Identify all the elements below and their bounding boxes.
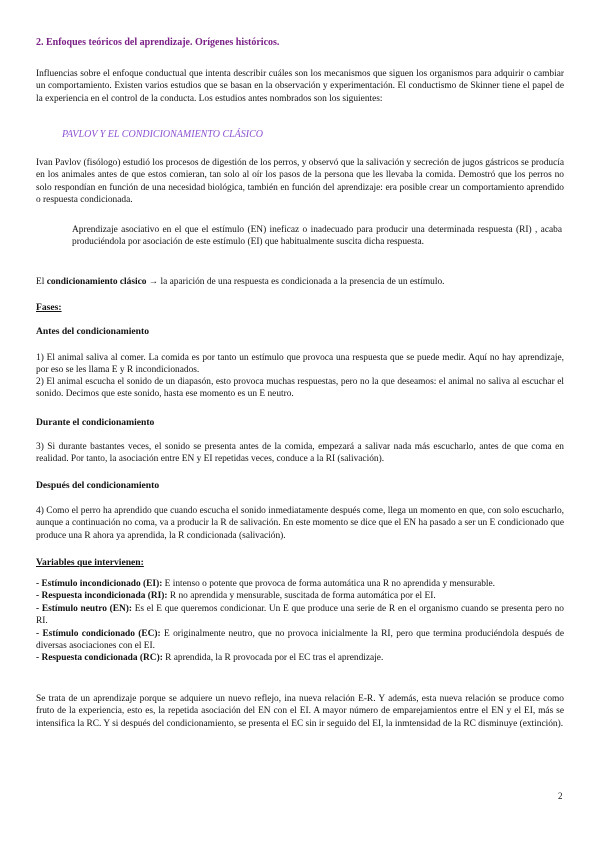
- definition-prefix: El: [36, 277, 47, 287]
- variable-en: [36, 603, 564, 628]
- durante-heading: Durante el condicionamiento: [36, 417, 155, 428]
- variable-term: - Estímulo incondicionado (EI):: [36, 579, 163, 589]
- variable-rc: [36, 652, 564, 664]
- despues-paragraph: 4) Como el perro ha aprendido que cuando escucha el sonido inmediatamente después come, llega un momento en que, con solo escucharlo, aunque a continuación no coma, va a producir la R de salivación. En este momento se dice que el EN ha pasado a ser un E condicionado que produce una R ahora ya aprendida, la R condicionada (salivación).: [36, 506, 564, 541]
- variable-ei: [36, 578, 564, 590]
- variable-ri: [36, 590, 564, 602]
- variable-term: - Respuesta condicionada (RC):: [36, 653, 163, 664]
- variable-term: - Estímulo neutro (EN):: [36, 603, 132, 614]
- durante-paragraph: 3) Si durante bastantes veces, el sonido se presenta antes de la comida, empezará a salivar nada más escucharlo, antes de que coma en realidad. Por tanto, la asociación entre EN y EI repetidas veces, conduce a la RI (salivación).: [36, 442, 564, 465]
- variable-text: R aprendida, la R provocada por el EC tras el aprendizaje.: [162, 653, 384, 664]
- antes-paragraph-1: 1) El animal saliva al comer. La comida es por tanto un estímulo que provoca una respuesta que se puede medir. Aquí no hay aprendizaje, por eso se les llama E y R incondicionados.: [36, 353, 564, 376]
- definition-text: → la aparición de una respuesta es condicionada a la presencia de un estímulo.: [146, 277, 445, 287]
- closing-paragraph: Se trata de un aprendizaje porque se adquiere un nuevo reflejo, ina nueva relación E-R. Y además, esta nueva relación se produce como fruto de la experiencia, esto es, la repetida asociación del EN con el EI. A mayor número de emparejamientos entre el EN y el EI, más se intensifica la RC. Y si después del condicionamiento, se presenta el EC sin ir seguido del EI, la inmtensidad de la RC disminuye (extinción).: [36, 694, 564, 729]
- indented-paragraph: Aprendizaje asociativo en el que el estímulo (EN) ineficaz o inadecuado para producir una determinada respuesta (RI) , acaba produciéndola por asociación de este estímulo (EI) que habitualmente suscita dicha respuesta.: [72, 225, 562, 248]
- variable-term: - Respuesta incondicionada (RI):: [36, 591, 168, 602]
- definition-line: [36, 276, 564, 288]
- intro-paragraph: Influencias sobre el enfoque conductual que intenta describir cuáles son los mecanismos que siguen los organismos para adquirir o cambiar un comportamiento. Existen varios estudios que se basan en la observación y experimentación. El conductismo de Skinner tiene el papel de la experiencia en el control de la conducta. Los estudios antes nombrados son los siguientes:: [36, 69, 564, 104]
- variables-label: Variables que intervienen:: [36, 557, 144, 568]
- variable-text: R no aprendida y mensurable, suscitada de forma automática por el EI.: [167, 591, 436, 602]
- pavlov-paragraph: Ivan Pavlov (fisólogo) estudió los procesos de digestión de los perros, y observó que la salivación y secreción de jugos gástricos se producía en los animales antes de que estos comieran, tan solo al oír los pasos de la persona que les llevaba la comida. Demostró que los perros no solo respondían en función de una necesidad biológica, también en función del aprendizaje: era posible crear un comportamiento aprendido o respuesta condicionada.: [36, 158, 564, 206]
- despues-heading: Después del condicionamiento: [36, 480, 160, 491]
- page-number: 2: [558, 791, 563, 801]
- antes-paragraph-2: 2) El animal escucha el sonido de un diapasón, esto provoca muchas respuestas, pero no la que deseamos: el animal no saliva al escuchar el sonido. Decimos que este sonido, hasta ese momento es un E neutro.: [36, 377, 564, 400]
- variables-list: [36, 578, 564, 665]
- variable-ec: [36, 628, 564, 653]
- antes-heading: Antes del condicionamiento: [36, 326, 149, 337]
- definition-term: condicionamiento clásico: [46, 277, 147, 287]
- variable-text: Es el E que queremos condicionar. Un E que produce una serie de R en el organismo cuando se presenta pero no RI.: [36, 603, 564, 627]
- variable-text: E intenso o potente que provoca de forma automática una R no aprendida y mensurable.: [162, 579, 496, 589]
- pavlov-title: PAVLOV Y EL CONDICIONAMIENTO CLÁSICO: [62, 129, 264, 140]
- section-heading: 2. Enfoques teóricos del aprendizaje. Orígenes históricos.: [36, 37, 280, 48]
- fases-label: Fases:: [36, 302, 62, 313]
- variable-term: - Estímulo condicionado (EC):: [36, 628, 161, 639]
- variable-text: E originalmente neutro, que no provoca inicialmente la RI, pero que termina produciéndola después de diversas asociaciones con el EI.: [36, 628, 565, 652]
